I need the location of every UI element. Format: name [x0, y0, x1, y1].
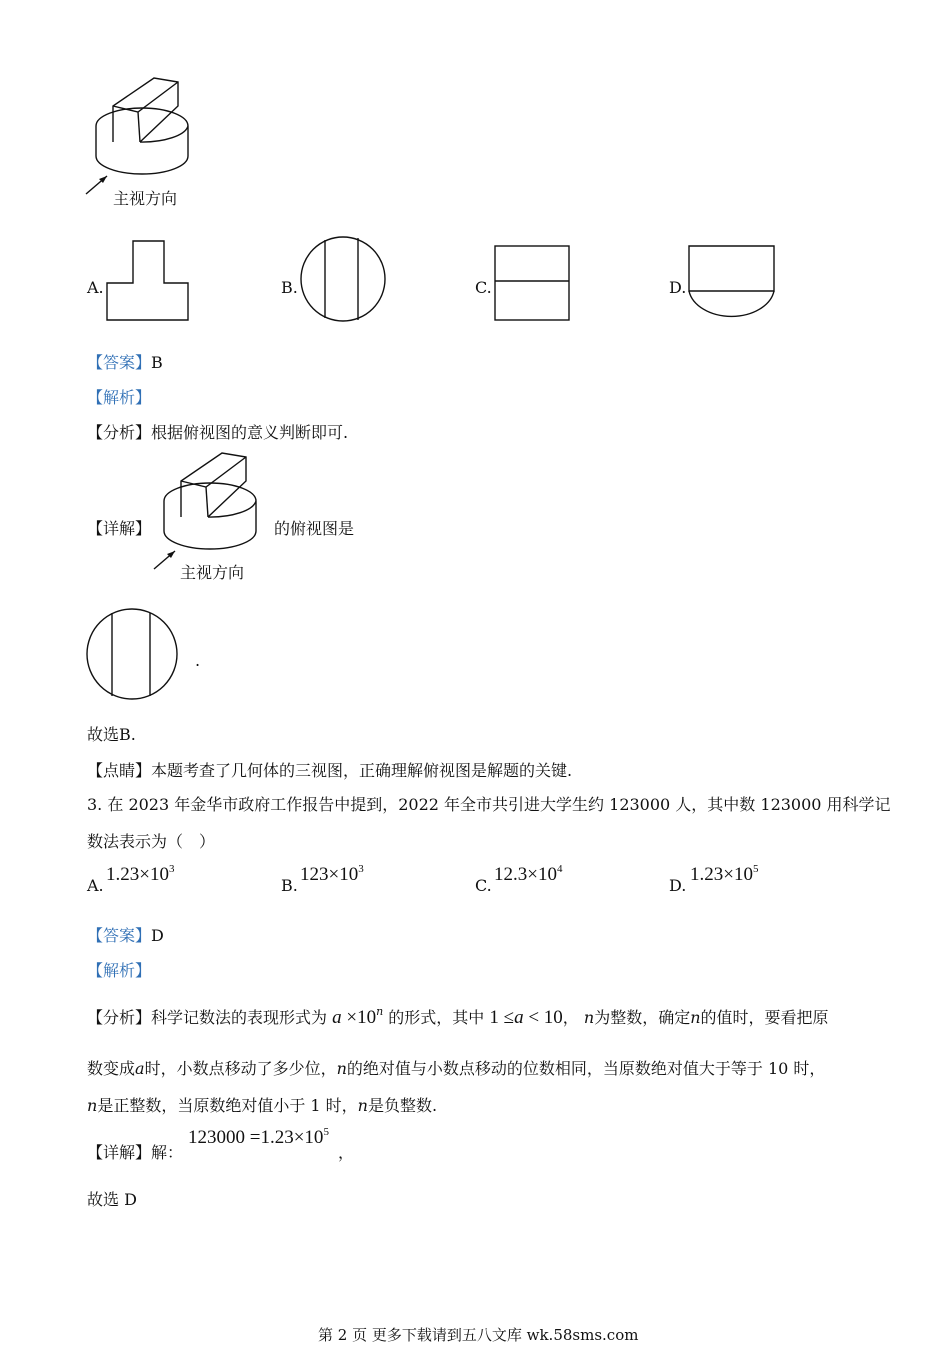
option-exp: 3 — [358, 863, 364, 875]
q3-stem-line2: 数法表示为（ ） — [87, 832, 216, 851]
math-var: a — [135, 1059, 145, 1078]
option-a-label: A. — [87, 278, 104, 297]
analysis-text: 【分析】根据俯视图的意义判断即可. — [87, 423, 349, 442]
option-base: 1.23×10 — [106, 864, 169, 885]
text: 是负整数. — [367, 1096, 438, 1115]
q3-option-d — [690, 864, 758, 886]
option-base: 12.3×10 — [494, 864, 557, 885]
q3-option-a — [106, 864, 174, 886]
math-var: n — [336, 1059, 347, 1078]
choose-b: 故选B. — [87, 725, 136, 744]
q3-option-d-label: D. — [669, 876, 687, 895]
text: 是正整数，当原数绝对值小于 1 时， — [97, 1096, 358, 1115]
rectangle-semicircle-icon — [688, 245, 778, 323]
answer-value: B — [151, 353, 163, 372]
math-exp: 5 — [323, 1126, 329, 1138]
option-base: 1.23×10 — [690, 864, 753, 885]
math-var: n — [87, 1096, 98, 1115]
math: 123000 =1.23×10 — [188, 1127, 324, 1148]
detail-caption: 主视方向 — [180, 563, 245, 582]
solid-figure-detail — [148, 445, 278, 575]
t-shape-icon — [106, 240, 190, 322]
q3-detail-math — [188, 1127, 329, 1149]
q3-analysis-line1 — [87, 1005, 829, 1029]
option-c-label: C. — [475, 278, 492, 297]
option-exp: 5 — [752, 863, 759, 875]
text: ， — [562, 1008, 579, 1027]
math: ×10 — [341, 1007, 377, 1028]
detail-tag: 【详解】 — [87, 519, 152, 538]
answer-tag: 【答案】 — [87, 353, 152, 372]
q3-analysis-line2 — [87, 1056, 825, 1079]
q2-answer-line — [87, 350, 163, 373]
text: 的形式，其中 — [388, 1008, 485, 1027]
text: 数变成 — [87, 1059, 136, 1078]
top-view-answer-figure — [86, 608, 180, 702]
comment: 【点睛】本题考查了几何体的三视图，正确理解俯视图是解题的关键. — [87, 761, 573, 780]
q3-analysis-tag: 【解析】 — [87, 961, 152, 980]
option-base: 123×10 — [300, 864, 359, 885]
answer-value: D — [151, 926, 164, 945]
circle-two-lines-icon — [300, 236, 388, 324]
text: 的绝对值与小数点移动的位数相同，当原数绝对值大于等于 10 时， — [346, 1059, 826, 1078]
option-exp: 3 — [168, 863, 175, 875]
text: 时，小数点移动了多少位， — [144, 1059, 337, 1078]
detail-suffix: 的俯视图是 — [274, 519, 355, 538]
rectangle-split-icon — [494, 245, 572, 323]
q3-option-b — [300, 864, 364, 886]
math-var: a — [514, 1007, 524, 1028]
math-var: n — [583, 1008, 595, 1027]
q3-option-b-label: B. — [281, 876, 298, 895]
text: 【分析】科学记数法的表现形式为 — [87, 1008, 328, 1027]
option-exp: 4 — [556, 863, 563, 875]
answer-tag: 【答案】 — [87, 926, 152, 945]
page-footer: 第 2 页 更多下载请到五八文库 wk.58sms.com — [318, 1326, 639, 1344]
q3-analysis-line3 — [87, 1093, 437, 1116]
option-b-label: B. — [281, 278, 298, 297]
math: < 10 — [523, 1007, 563, 1028]
math: 1 ≤ — [489, 1007, 515, 1028]
front-view-caption: 主视方向 — [113, 189, 178, 208]
q3-option-c — [494, 864, 562, 886]
text: 为整数，确定 — [594, 1008, 691, 1027]
q3-answer-line — [87, 923, 164, 946]
q3-detail-comma: ， — [338, 1143, 355, 1162]
option-d-label: D. — [669, 278, 687, 297]
q3-choose: 故选 D — [87, 1190, 137, 1209]
text: 的值时，要看把原 — [700, 1008, 829, 1027]
analysis-tag: 【解析】 — [87, 388, 152, 407]
solid-figure-top — [80, 70, 210, 200]
q3-option-c-label: C. — [475, 876, 492, 895]
q3-stem-line1: 3. 在 2023 年金华市政府工作报告中提到，2022 年全市共引进大学生约 123000 人，其中数 123000 用科学记 — [87, 795, 891, 814]
math-var: n — [690, 1008, 701, 1027]
math-var: n — [357, 1096, 368, 1115]
math-var: a — [332, 1007, 342, 1028]
q3-detail-prefix: 【详解】解： — [87, 1143, 184, 1162]
q3-option-a-label: A. — [87, 876, 104, 895]
math-exp: n — [376, 1005, 384, 1018]
period: . — [195, 651, 201, 670]
